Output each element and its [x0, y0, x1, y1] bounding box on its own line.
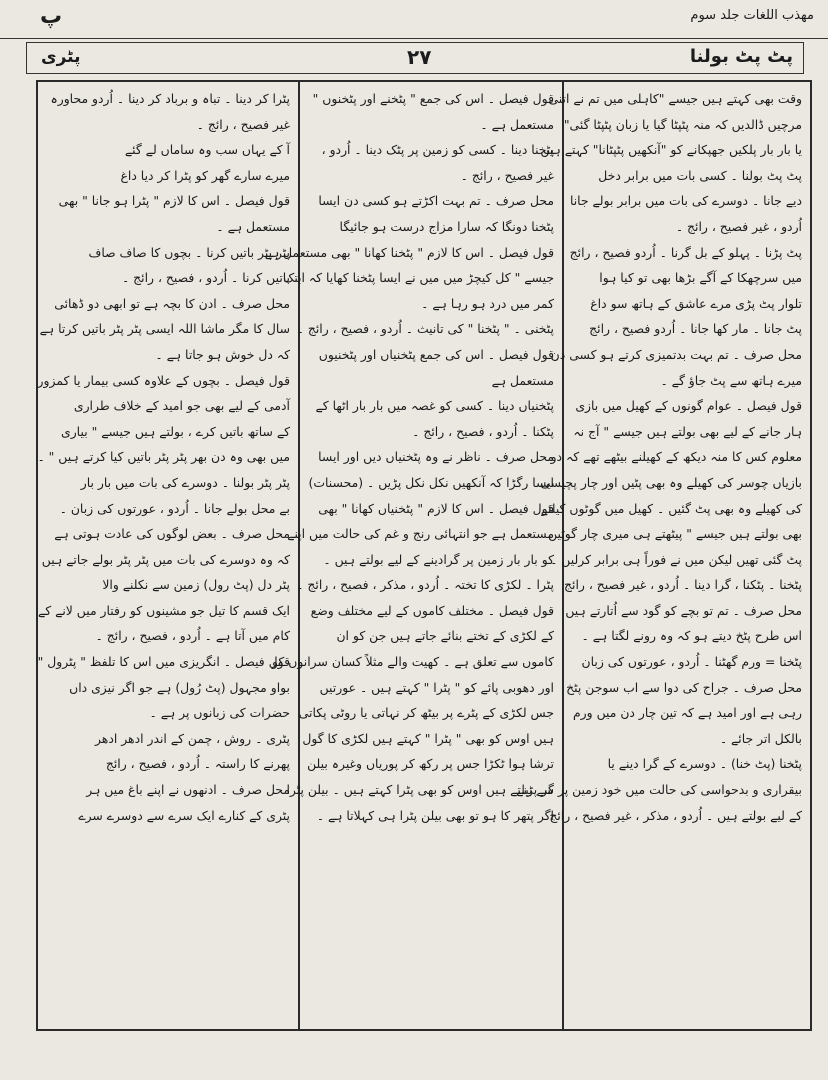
text-line: محل صرف ۔ تم بہت اکڑتے ہو کسی دن ایسا [318, 193, 554, 209]
text-line: میں سرچھکا کے آگے بڑھا بھی تو کیا ہوا [599, 270, 802, 286]
text-line: بالکل اتر جائے ۔ [719, 730, 802, 746]
text-line: محل صرف ۔ ادنھوں نے اپنے باغ میں ہر [86, 782, 290, 798]
frame-top-rule [36, 80, 812, 82]
text-line: کمر میں درد ہو رہا ہے ۔ [421, 295, 554, 311]
text-line: پٹخنا دونگا کہ سارا مزاج درست ہو جائیگا [339, 218, 554, 234]
text-line: دیے جانا ۔ دوسرے کی بات میں برابر بولے جانا [569, 193, 802, 209]
text-line: حضرات کی زبانوں پر ہے ۔ [149, 705, 290, 721]
column-divider [298, 80, 300, 1030]
text-line: یا بار بار پلکیں جھپکانے کو "آنکھیں پٹپٹانا" کہتے ہیں [540, 142, 802, 158]
frame-right-rule [810, 80, 812, 1030]
text-line: کہ وہ دوسرے کی بات میں پٹر پٹر بولے جاتے ہیں [41, 551, 290, 567]
first-guide-word: پٹ پٹ بولنا [689, 46, 793, 67]
text-line: جس لکڑی کے پٹرے پر بیٹھ کر نہاتی یا روٹی پکاتی [298, 705, 554, 721]
text-line: ترشا ہوا ٹکڑا جس پر رکھ کر پوریاں وغیرہ بیلن [307, 756, 554, 772]
text-line: پٹرا کر دینا ۔ تباہ و برباد کر دینا ۔ اُردو محاورہ [50, 91, 290, 106]
text-line: پٹ پڑنا ۔ پہلو کے بل گرنا ۔ اُردو فصیح ، رائج [569, 244, 802, 260]
text-line: محل صرف ۔ تم تو بچے کو گود سے اُتارتے ہیں [565, 602, 802, 618]
text-line: کہ دل خوش ہو جاتا ہے ۔ [155, 346, 290, 362]
text-line: پٹری کے کنارے ایک سرے سے دوسرے سرے [78, 807, 290, 823]
text-line: پٹخنا دینا ۔ کسی کو زمین پر پٹک دینا ۔ اُردو ، [321, 142, 554, 158]
text-line: قول فیصل ۔ اس کا لازم " پٹرا ہو جانا " بھی [58, 193, 290, 209]
text-line: قول فیصل ۔ مختلف کاموں کے لیے مختلف وضع [310, 602, 554, 618]
text-line: محل صرف ۔ ادن کا بچہ ہے تو ابھی دو ڈھائی [54, 295, 290, 311]
text-line: قول فیصل ۔ اس کی جمع پٹخنیاں اور پٹخنیوں [318, 346, 554, 362]
text-line: کی کھیلے وہ بھی پٹ گئیں ۔ کھیل میں گوٹوں کیلئے [540, 500, 802, 516]
text-line: مستعمل ہے [491, 372, 554, 388]
frame-left-rule [36, 80, 38, 1030]
text-line: پٹخنیاں دینا ۔ کسی کو غصہ میں بار بار اٹھا کے [315, 398, 554, 414]
text-line: کے ساتھ باتیں کرے ، بولتے ہیں جیسے " بیاری [61, 423, 290, 439]
text-line: جیسے " کل کیچڑ میں میں نے ایسا پٹخنا کھایا کہ ابتک [283, 270, 554, 286]
text-line: محل صرف ۔ تم بہت بدتمیزی کرتے ہو کسی دن [550, 346, 802, 362]
text-line: وقت بھی کہتے ہیں جیسے "کاہلی میں تم نے اتنی [548, 91, 802, 106]
text-line: معلوم کس کا منہ دیکھ کے کھیلنے بیٹھے تھے کہ دو [550, 449, 802, 465]
text-line: اور دھوبی پائے کو " پٹرا " کہتے ہیں ۔ عورتیں [319, 679, 554, 695]
book-title: مهذب اللغات جلد سوم [690, 8, 814, 23]
text-line: کے لکڑی کے تختے بنائے جاتے ہیں جن کو ان [336, 628, 554, 644]
page-letter: پ [40, 4, 63, 29]
text-line: مرچیں ڈالدیں کہ منہ پٹپٹا گیا یا زبان پٹپٹا گئی" [563, 116, 802, 132]
text-line: پٹخنی ۔ " پٹخنا " کی تانیث ۔ اُردو ، فصیح ، رائج ۔ [296, 321, 554, 337]
text-line: ہار جانے کے لیے بھی بولتے ہیں جیسے " آج نہ [573, 423, 802, 439]
text-line: مستعمل ہے ۔ [216, 218, 290, 234]
text-line: میرے سارے گھر کو پٹرا کر دیا داغ [120, 167, 290, 183]
text-line: ایک قسم کا تیل جو مشینوں کو رفتار میں لانے کے [37, 602, 290, 618]
text-line: غیر فصیح ، رائج ۔ [196, 116, 290, 132]
text-line: آدمی کے لیے بھی جو امید کے خلاف طراری [73, 398, 290, 414]
text-line: قول فیصل ۔ اس کا لازم " پٹخنا کھانا " بھی مستعمل ہے [264, 244, 554, 260]
text-line: محل صرف ۔ بعض لوگوں کی عادت ہوتی ہے [54, 526, 290, 542]
text-line: اُردو ، غیر فصیح ، رائج ۔ [675, 218, 802, 234]
text-line: پھرنے کا راستہ ۔ اُردو ، فصیح ، رائج [105, 756, 290, 772]
text-line: پٹ پٹ بولنا ۔ کسی بات میں برابر دخل [598, 167, 802, 183]
text-line: پٹخنا ۔ پٹکنا ، گرا دینا ۔ اُردو ، غیر فصیح ، رائج [564, 577, 802, 593]
text-line: قول فیصل ۔ عوام گونوں کے کھیل میں بازی [575, 398, 802, 414]
text-column-left [37, 86, 292, 1036]
text-line: کے لیے بولتے ہیں ۔ اُردو ، مذکر ، غیر فصیح ، رائج [549, 807, 802, 823]
text-line: اس طرح پٹخ دیتے ہو کہ وہ رونے لگتا ہے ۔ [581, 628, 802, 644]
text-line: میں بھی وہ دن بھر پٹر پٹر باتیں کیا کرتے ہیں " ۔ [37, 449, 290, 465]
guide-word-bar [26, 42, 804, 74]
text-line: قول فیصل ۔ اس کی جمع " پٹخنے اور پٹخنوں " [312, 91, 554, 106]
text-line: رہی ہے اور امید ہے کہ تین چار دن میں ورم [573, 705, 802, 721]
text-line: آ کے یہاں سب وہ ساماں لے گئے [124, 142, 290, 158]
text-line: کاموں سے تعلق ہے ۔ کھیت والے مثلاً کسان سرانوں کو [272, 654, 554, 670]
text-line: پٹر دل (پٹ رول) زمین سے نکلنے والا [102, 577, 290, 593]
text-line: پٹکنا ۔ اُردو ، فصیح ، رائج ۔ [412, 423, 554, 439]
text-line: بیقراری و بدحواسی کی حالت میں خود زمین پر گر پڑنے [516, 782, 802, 798]
text-line: میرے ہاتھ سے پٹ جاؤ گے ۔ [660, 372, 802, 388]
text-line: مستعمل ہے جو انتہائی رنج و غم کی حالت میں اپنے [287, 526, 554, 542]
text-line: پٹ گئی تھیں لیکن میں نے فوراً ہی برابر کرلیں ۔ [550, 551, 802, 567]
text-line: بواو مجہول (پٹ رُول) ہے جو اگر نیزی داں [69, 679, 290, 695]
text-line: پٹرا ۔ لکڑی کا تختہ ۔ اُردو ، مذکر ، فصیح ، رائج ۔ [296, 577, 554, 593]
text-line: بے محل بولے جانا ۔ اُردو ، عورتوں کی زبان ۔ [59, 500, 290, 516]
text-line: سے بیلتے ہیں اوس کو بھی پٹرا کہتے ہیں ۔ بیلن پٹرا [286, 782, 554, 798]
text-line: کام میں آتا ہے ۔ اُردو ، فصیح ، رائج ۔ [95, 628, 290, 644]
text-line: ہیں اوس کو بھی " پٹرا " کہتے ہیں لکڑی کا گول [302, 730, 554, 746]
text-line: پٹری ۔ روش ، چمن کے اندر ادھر ادھر [94, 730, 290, 746]
text-line: پٹر پٹر بولنا ۔ دوسرے کی بات میں بار بار [80, 474, 290, 490]
text-line: پٹخنا (پٹ خنا) ۔ دوسرے کے گرا دینے یا [607, 756, 802, 772]
text-line: تلوار پٹ پڑی مرے عاشق کے ہاتھ سو داغ [590, 295, 802, 311]
text-line: قول فیصل ۔ انگریزی میں اس کا تلفظ " پٹرول " [37, 654, 290, 670]
text-line: محل صرف ۔ ناظر نے وہ پٹخنیاں دیں اور ایسا [318, 449, 554, 465]
text-line: کو بار بار زمین پر گرادینے کے لیے بولتے ہیں ۔ [323, 551, 554, 567]
text-line: پٹر پٹر باتیں کرنا ۔ بچوں کا صاف صاف [88, 244, 290, 260]
text-line: محل صرف ۔ جراح کی دوا سے اب سوجن پٹخ [566, 679, 802, 695]
text-line: پٹ جانا ۔ مار کھا جانا ۔ اُردو فصیح ، رائج [589, 321, 802, 337]
text-line: پٹخنا = ورم گھٹنا ۔ اُردو ، عورتوں کی زبان [581, 654, 802, 670]
text-column-middle [264, 86, 556, 1036]
text-line: سال کا مگر ماشا اللہ ایسی پٹر پٹر باتیں کرتا ہے [39, 321, 290, 337]
text-line: مستعمل ہے ۔ [480, 116, 554, 132]
text-line: غیر فصیح ، رائج ۔ [460, 167, 554, 183]
text-line: ایسا رگڑا کہ آنکھیں نکل نکل پڑیں ۔ (محسنات) [308, 474, 554, 490]
column-number: ٢٧ [407, 45, 432, 69]
text-line: قول فیصل ۔ اس کا لازم " پٹخنیاں کھانا " بھی [318, 500, 554, 516]
running-head [0, 4, 828, 39]
text-line: بھی بولتے ہیں جیسے " پیٹھتے ہی میری چار گوٹیں [548, 526, 802, 542]
text-line: قول فیصل ۔ بچوں کے علاوہ کسی بیمار یا کمزور [37, 372, 290, 388]
text-line: باتیں کرنا ۔ اُردو ، فصیح ، رائج ۔ [121, 270, 290, 286]
text-line: بازیاں چوسر کی کھیلے وہ بھی پٹیں اور چار پچیسی [540, 474, 802, 490]
last-guide-word: پٹری [41, 47, 81, 67]
text-line: اگر پتھر کا ہو تو بھی بیلن پٹرا ہی کہلاتا ہے ۔ [316, 807, 554, 823]
